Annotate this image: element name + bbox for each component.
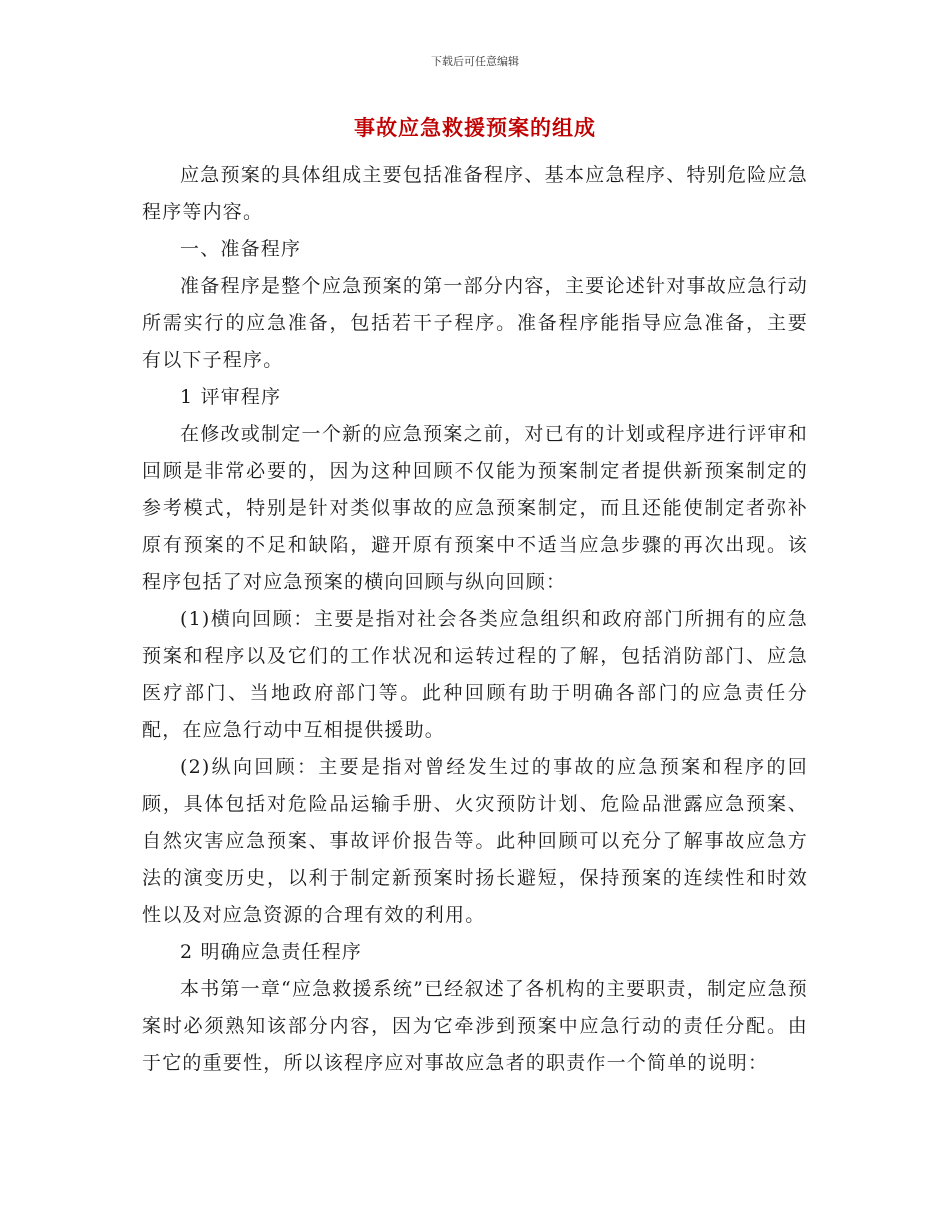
section-heading-preparation: 一、准备程序 <box>180 238 302 260</box>
subsection-heading-review: 1 评审程序 <box>180 386 282 408</box>
paragraph-intro: 应急预案的具体组成主要包括准备程序、基本应急程序、特别危险应急程序等内容。 <box>142 164 808 223</box>
paragraph-vertical-review: (2)纵向回顾：主要是指对曾经发生过的事故的应急预案和程序的回顾，具体包括对危险品运输手册、火灾预防计划、危险品泄露应急预案、自然灾害应急预案、事故评价报告等。此种回顾可以充分了解事故应急方法的演变历史，以利于制定新预案时扬长避短，保持预案的连续性和时效性以及对应急资源的合理有效的利用。 <box>142 756 808 926</box>
paragraph-horizontal-review: (1)横向回顾：主要是指对社会各类应急组织和政府部门所拥有的应急预案和程序以及它们的工作状况和运转过程的了解，包括消防部门、应急医疗部门、当地政府部门等。此种回顾有助于明确各部门的应急责任分配，在应急行动中互相提供援助。 <box>142 608 808 741</box>
document-title: 事故应急救援预案的组成 <box>354 115 596 140</box>
paragraph-review: 在修改或制定一个新的应急预案之前，对已有的计划或程序进行评审和回顾是非常必要的，因为这种回顾不仅能为预案制定者提供新预案制定的参考模式，特别是针对类似事故的应急预案制定，而且还能使制定者弥补原有预案的不足和缺陷，避开原有预案中不适当应急步骤的再次出现。该程序包括了对应急预案的横向回顾与纵向回顾： <box>142 423 808 593</box>
document-body <box>142 157 808 1082</box>
paragraph-preparation: 准备程序是整个应急预案的第一部分内容，主要论述针对事故应急行动所需实行的应急准备，包括若干子程序。准备程序能指导应急准备，主要有以下子程序。 <box>142 275 808 371</box>
subsection-heading-responsibility: 2 明确应急责任程序 <box>180 941 363 963</box>
header-note: 下载后可任意编辑 <box>431 55 519 68</box>
paragraph-responsibility: 本书第一章“应急救援系统”已经叙述了各机构的主要职责，制定应急预案时必须熟知该部分内容，因为它牵涉到预案中应急行动的责任分配。由于它的重要性，所以该程序应对事故应急者的职责作一个简单的说明： <box>142 978 808 1074</box>
